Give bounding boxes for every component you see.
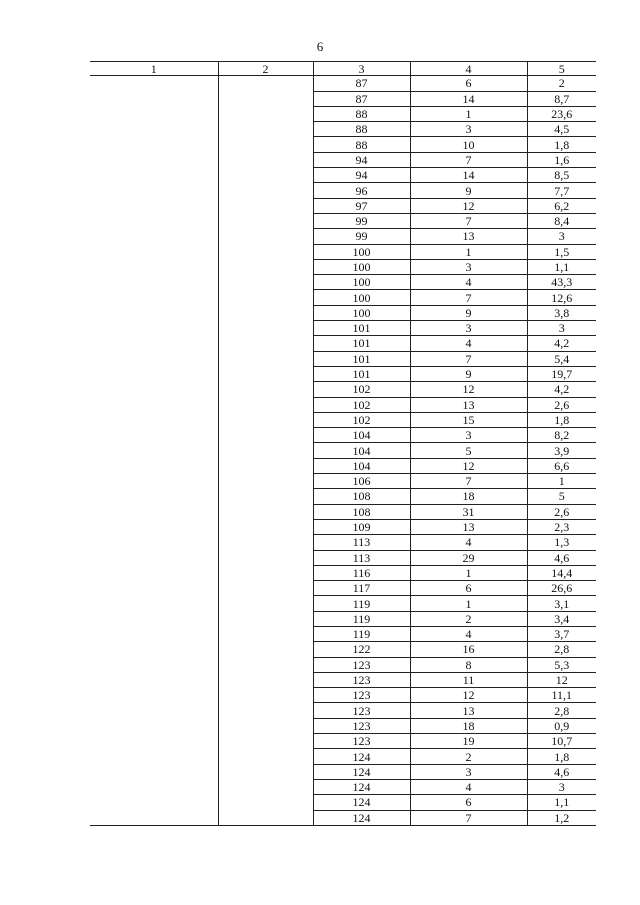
cell-col-4: 12 (410, 688, 527, 703)
cell-col-5: 1,6 (527, 152, 596, 167)
cell-col-5: 4,2 (527, 336, 596, 351)
cell-col-5: 8,5 (527, 168, 596, 183)
cell-col-3: 119 (313, 611, 410, 626)
cell-col-5: 6,2 (527, 198, 596, 213)
column-header-1: 1 (90, 62, 218, 76)
cell-col-4: 6 (410, 76, 527, 91)
cell-col-4: 7 (410, 152, 527, 167)
cell-col-4: 13 (410, 397, 527, 412)
cell-col-4: 19 (410, 734, 527, 749)
cell-col-4: 9 (410, 183, 527, 198)
cell-col-5: 12,6 (527, 290, 596, 305)
cell-col-4: 13 (410, 703, 527, 718)
cell-col-5: 4,5 (527, 122, 596, 137)
cell-col-5: 2,8 (527, 703, 596, 718)
cell-col-5: 3,1 (527, 596, 596, 611)
cell-col-4: 3 (410, 428, 527, 443)
cell-col-4: 9 (410, 305, 527, 320)
cell-col-5: 12 (527, 672, 596, 687)
cell-col-3: 94 (313, 168, 410, 183)
header-row (90, 62, 596, 76)
cell-col-3: 87 (313, 76, 410, 91)
cell-col-5: 2,8 (527, 642, 596, 657)
cell-col-4: 1 (410, 244, 527, 259)
cell-col-5: 1,8 (527, 137, 596, 152)
column-header-2: 2 (218, 62, 313, 76)
cell-col-3: 101 (313, 366, 410, 381)
cell-col-3: 96 (313, 183, 410, 198)
cell-col-3: 100 (313, 290, 410, 305)
cell-col-4: 12 (410, 198, 527, 213)
cell-col-5: 5,3 (527, 657, 596, 672)
cell-col-4: 4 (410, 336, 527, 351)
cell-col-5: 23,6 (527, 106, 596, 121)
cell-col-4: 12 (410, 382, 527, 397)
cell-col-4: 1 (410, 106, 527, 121)
cell-col-4: 6 (410, 581, 527, 596)
cell-col-3: 97 (313, 198, 410, 213)
cell-col-3: 123 (313, 703, 410, 718)
cell-col-4: 13 (410, 229, 527, 244)
cell-col-5: 3 (527, 779, 596, 794)
cell-col-3: 119 (313, 596, 410, 611)
cell-col-4: 3 (410, 321, 527, 336)
cell-col-4: 1 (410, 596, 527, 611)
cell-col-3: 113 (313, 535, 410, 550)
cell-col-3: 101 (313, 321, 410, 336)
cell-col-3: 124 (313, 749, 410, 764)
cell-col-3: 94 (313, 152, 410, 167)
cell-col-4: 7 (410, 351, 527, 366)
cell-col-3: 100 (313, 275, 410, 290)
cell-col-5: 1,2 (527, 810, 596, 825)
cell-col-3: 124 (313, 779, 410, 794)
cell-col-5: 3 (527, 321, 596, 336)
cell-col-3: 104 (313, 443, 410, 458)
cell-col-3: 124 (313, 795, 410, 810)
cell-col-5: 4,6 (527, 550, 596, 565)
cell-col-3: 87 (313, 91, 410, 106)
cell-col-4: 2 (410, 749, 527, 764)
cell-col-3: 88 (313, 106, 410, 121)
cell-col-4: 8 (410, 657, 527, 672)
cell-col-3: 109 (313, 519, 410, 534)
cell-col-3: 88 (313, 137, 410, 152)
cell-col-5: 2,6 (527, 504, 596, 519)
cell-col-5: 1,1 (527, 795, 596, 810)
cell-col-5: 26,6 (527, 581, 596, 596)
cell-col-5: 11,1 (527, 688, 596, 703)
empty-column-1 (90, 76, 218, 826)
cell-col-3: 106 (313, 474, 410, 489)
cell-col-4: 14 (410, 168, 527, 183)
column-header-4: 4 (410, 62, 527, 76)
cell-col-4: 4 (410, 779, 527, 794)
cell-col-3: 102 (313, 382, 410, 397)
cell-col-4: 4 (410, 535, 527, 550)
cell-col-3: 101 (313, 336, 410, 351)
cell-col-3: 101 (313, 351, 410, 366)
empty-column-2 (218, 76, 313, 826)
cell-col-5: 1,8 (527, 749, 596, 764)
column-header-3: 3 (313, 62, 410, 76)
cell-col-5: 8,2 (527, 428, 596, 443)
cell-col-4: 4 (410, 626, 527, 641)
cell-col-3: 123 (313, 672, 410, 687)
cell-col-5: 5 (527, 489, 596, 504)
cell-col-5: 5,4 (527, 351, 596, 366)
cell-col-5: 43,3 (527, 275, 596, 290)
cell-col-5: 7,7 (527, 183, 596, 198)
cell-col-3: 123 (313, 688, 410, 703)
cell-col-4: 11 (410, 672, 527, 687)
column-header-5: 5 (527, 62, 596, 76)
cell-col-4: 9 (410, 366, 527, 381)
cell-col-5: 8,4 (527, 213, 596, 228)
cell-col-3: 119 (313, 626, 410, 641)
cell-col-4: 1 (410, 565, 527, 580)
cell-col-3: 100 (313, 244, 410, 259)
cell-col-4: 15 (410, 412, 527, 427)
cell-col-5: 1,1 (527, 259, 596, 274)
cell-col-5: 6,6 (527, 458, 596, 473)
cell-col-3: 104 (313, 428, 410, 443)
cell-col-5: 4,6 (527, 764, 596, 779)
cell-col-3: 116 (313, 565, 410, 580)
cell-col-4: 31 (410, 504, 527, 519)
cell-col-3: 117 (313, 581, 410, 596)
cell-col-3: 113 (313, 550, 410, 565)
cell-col-4: 7 (410, 213, 527, 228)
cell-col-4: 7 (410, 810, 527, 825)
cell-col-4: 6 (410, 795, 527, 810)
cell-col-4: 3 (410, 764, 527, 779)
cell-col-4: 7 (410, 290, 527, 305)
cell-col-4: 4 (410, 275, 527, 290)
cell-col-5: 10,7 (527, 734, 596, 749)
cell-col-5: 3,7 (527, 626, 596, 641)
cell-col-4: 3 (410, 122, 527, 137)
cell-col-5: 19,7 (527, 366, 596, 381)
cell-col-4: 2 (410, 611, 527, 626)
cell-col-3: 124 (313, 810, 410, 825)
cell-col-5: 4,2 (527, 382, 596, 397)
cell-col-5: 3 (527, 229, 596, 244)
cell-col-3: 100 (313, 259, 410, 274)
cell-col-3: 102 (313, 412, 410, 427)
cell-col-5: 14,4 (527, 565, 596, 580)
cell-col-3: 99 (313, 229, 410, 244)
cell-col-3: 123 (313, 718, 410, 733)
data-table (90, 61, 596, 826)
cell-col-3: 104 (313, 458, 410, 473)
cell-col-5: 0,9 (527, 718, 596, 733)
cell-col-5: 1 (527, 474, 596, 489)
page-number: 6 (316, 39, 324, 54)
cell-col-4: 5 (410, 443, 527, 458)
cell-col-3: 122 (313, 642, 410, 657)
cell-col-5: 2 (527, 76, 596, 91)
cell-col-4: 16 (410, 642, 527, 657)
cell-col-3: 108 (313, 489, 410, 504)
cell-col-4: 14 (410, 91, 527, 106)
cell-col-4: 29 (410, 550, 527, 565)
table-body (90, 76, 596, 826)
cell-col-5: 8,7 (527, 91, 596, 106)
cell-col-3: 99 (313, 213, 410, 228)
cell-col-5: 3,8 (527, 305, 596, 320)
cell-col-3: 102 (313, 397, 410, 412)
cell-col-5: 3,9 (527, 443, 596, 458)
cell-col-4: 18 (410, 718, 527, 733)
cell-col-4: 18 (410, 489, 527, 504)
cell-col-5: 2,3 (527, 519, 596, 534)
cell-col-5: 1,5 (527, 244, 596, 259)
cell-col-4: 3 (410, 259, 527, 274)
cell-col-3: 108 (313, 504, 410, 519)
cell-col-3: 100 (313, 305, 410, 320)
table-header (90, 62, 596, 76)
cell-col-3: 123 (313, 734, 410, 749)
cell-col-4: 10 (410, 137, 527, 152)
cell-col-5: 3,4 (527, 611, 596, 626)
cell-col-4: 13 (410, 519, 527, 534)
cell-col-5: 1,8 (527, 412, 596, 427)
table-row (90, 76, 596, 91)
cell-col-4: 12 (410, 458, 527, 473)
cell-col-4: 7 (410, 474, 527, 489)
cell-col-5: 1,3 (527, 535, 596, 550)
cell-col-3: 123 (313, 657, 410, 672)
cell-col-3: 124 (313, 764, 410, 779)
cell-col-3: 88 (313, 122, 410, 137)
cell-col-5: 2,6 (527, 397, 596, 412)
